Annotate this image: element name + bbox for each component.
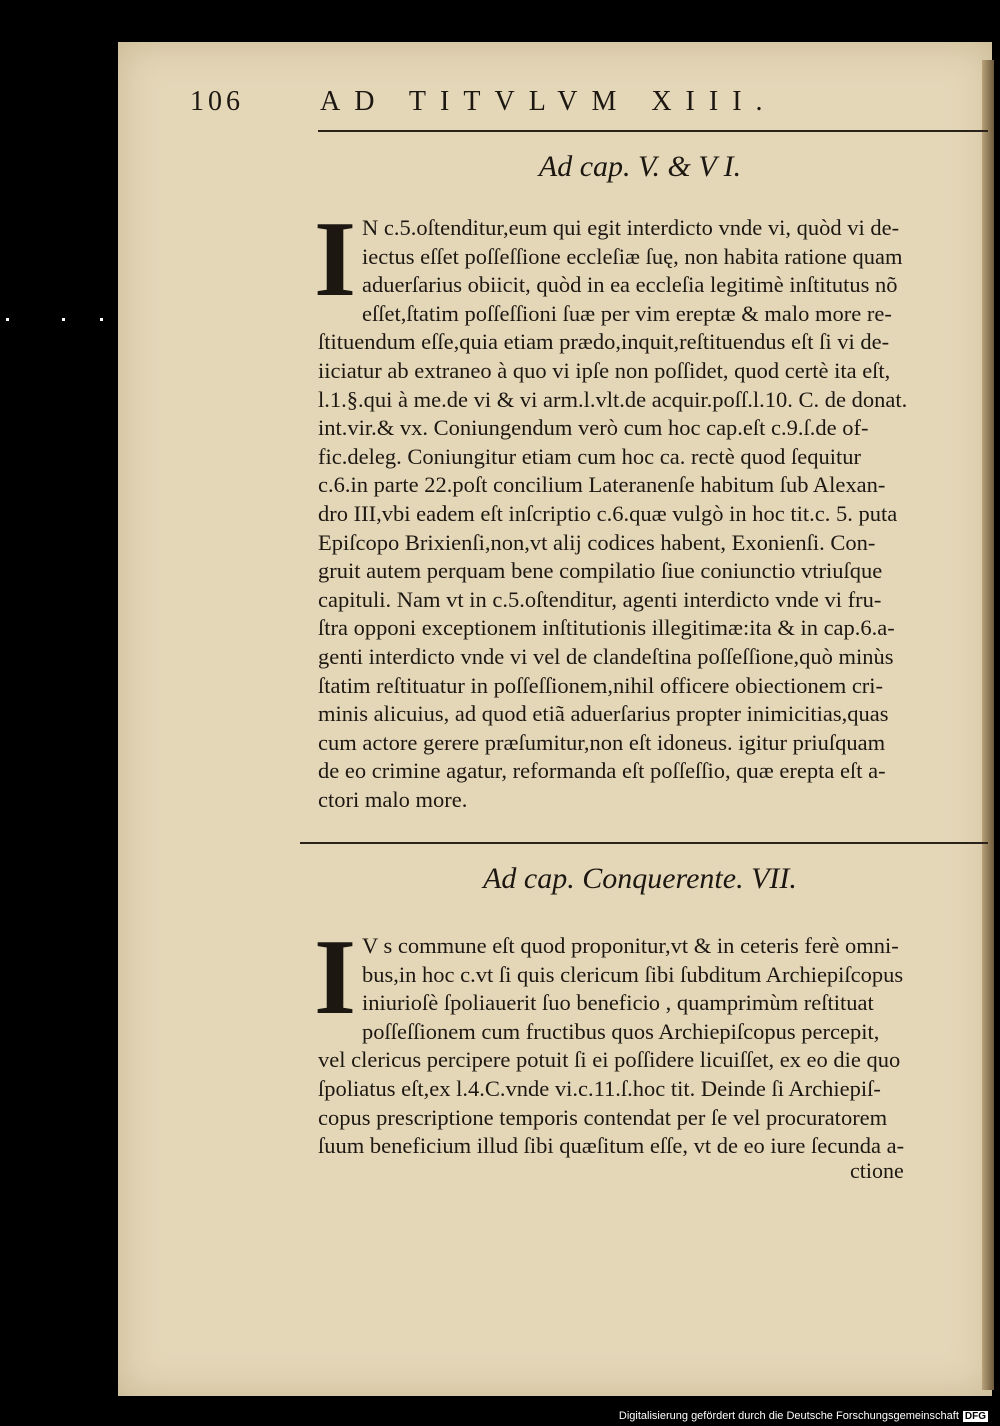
text-line: ſuum beneficium illud ſibi quæſitum eſſe, vt de eo iure ſecunda a- (318, 1133, 905, 1159)
text-line: bus,in hoc c.vt ſi quis clericum ſibi ſubditum Archiepiſcopus (362, 961, 904, 987)
page-number: 106 (190, 86, 244, 117)
text-line: dro III,vbi eadem eſt inſcriptio c.6.quæ vulgò in hoc tit.c. 5. puta (318, 500, 898, 526)
text-line: minis alicuius, ad quod etiã aduerſarius propter inimicitias,quas (318, 701, 889, 727)
text-line: ſtituendum eſſe,quia etiam prædo,inquit,reſtituendus eſt ſi vi de- (318, 329, 890, 355)
text-line: poſſeſſionem cum fructibus quos Archiepiſcopus percepit, (362, 1018, 880, 1044)
text-line: iniurioſè ſpoliauerit ſuo beneficio , quamprimùm reſtituat (362, 990, 874, 1016)
header-rule (318, 130, 988, 132)
section-heading-2: Ad cap. Conquerente. VII. (483, 862, 797, 895)
scan-dot (62, 318, 65, 321)
text-line: copus prescriptione temporis contendat per ſe vel procuratorem (318, 1104, 888, 1130)
running-title: AD TITVLVM XIII. (320, 86, 777, 117)
scan-dot (100, 318, 103, 321)
text-line: cum actore gerere præſumitur,non eſt idoneus. igitur priuſquam (318, 729, 886, 755)
drop-cap: I (314, 200, 357, 319)
section-heading-1: Ad cap. V. & V I. (538, 150, 742, 183)
text-line: iiciatur ab extraneo à quo vi ipſe non poſſidet, quod certè ita eſt, (318, 357, 891, 383)
credit-text: Digitalisierung gefördert durch die Deutsche Forschungsgemeinschaft (618, 1410, 959, 1422)
text-line: capituli. Nam vt in c.5.oſtenditur, agenti interdicto vnde vi fru- (318, 586, 882, 612)
text-line: genti interdicto vnde vi vel de clandeſtina poſſeſſione,quò minùs (318, 643, 894, 669)
drop-cap: I (314, 918, 357, 1037)
footer-credit (619, 1410, 988, 1422)
text-line: l.1.§.qui à me.de vi & vi arm.l.vlt.de acquir.poſſ.l.10. C. de donat. (318, 386, 908, 412)
running-head (190, 86, 980, 126)
text-line: V s commune eſt quod proponitur,vt & in ceteris ferè omni- (362, 933, 899, 958)
text-line: ſtatim reſtituatur in poſſeſſionem,nihil officere obiectionem cri- (318, 672, 884, 698)
text-line: N c.5.oſtenditur,eum qui egit interdicto vnde vi, quòd vi de- (362, 215, 900, 240)
scan-dot (6, 318, 9, 321)
dfg-logo: DFG (964, 1411, 986, 1422)
section-1-body (318, 214, 988, 814)
text-line: ſtra opponi exceptionem inſtitutionis illegitimæ:ita & in cap.6.a- (318, 615, 895, 641)
text-line: ctori malo more. (318, 786, 468, 812)
text-line: vel clericus percipere potuit ſi ei poſſidere licuiſſet, ex eo die quo (318, 1047, 901, 1073)
text-line: ſpoliatus eſt,ex l.4.C.vnde vi.c.11.ſ.hoc tit. Deinde ſi Archiepiſ- (318, 1075, 881, 1101)
text-line: fic.deleg. Coniungitur etiam cum hoc ca. rectè quod ſequitur (318, 443, 861, 469)
text-line: iectus eſſet poſſeſſione eccleſiæ ſuę, non habita ratione quam (362, 243, 903, 269)
catchword: ctione (850, 1158, 904, 1183)
text-line: gruit autem perquam bene compilatio ſiue coniunctio vtriuſque (318, 558, 883, 584)
text-line: Epiſcopo Brixienſi,non,vt alij codices habent, Exonienſi. Con- (318, 529, 876, 555)
section-divider (300, 842, 988, 844)
text-line: eſſet,ſtatim poſſeſſioni ſuæ per vim ereptæ & malo more re- (362, 300, 892, 326)
text-line: de eo crimine agatur, reformanda eſt poſſeſſio, quæ erepta eſt a- (318, 758, 886, 784)
text-line: c.6.in parte 22.poſt concilium Lateranenſe habitum ſub Alexan- (318, 472, 886, 498)
section-2-body (318, 932, 988, 1161)
text-line: aduerſarius obiicit, quòd in ea eccleſia legitimè inſtitutus nõ (362, 272, 898, 298)
text-line: int.vir.& vx. Coniungendum verò cum hoc cap.eſt c.9.ſ.de of- (318, 415, 869, 441)
